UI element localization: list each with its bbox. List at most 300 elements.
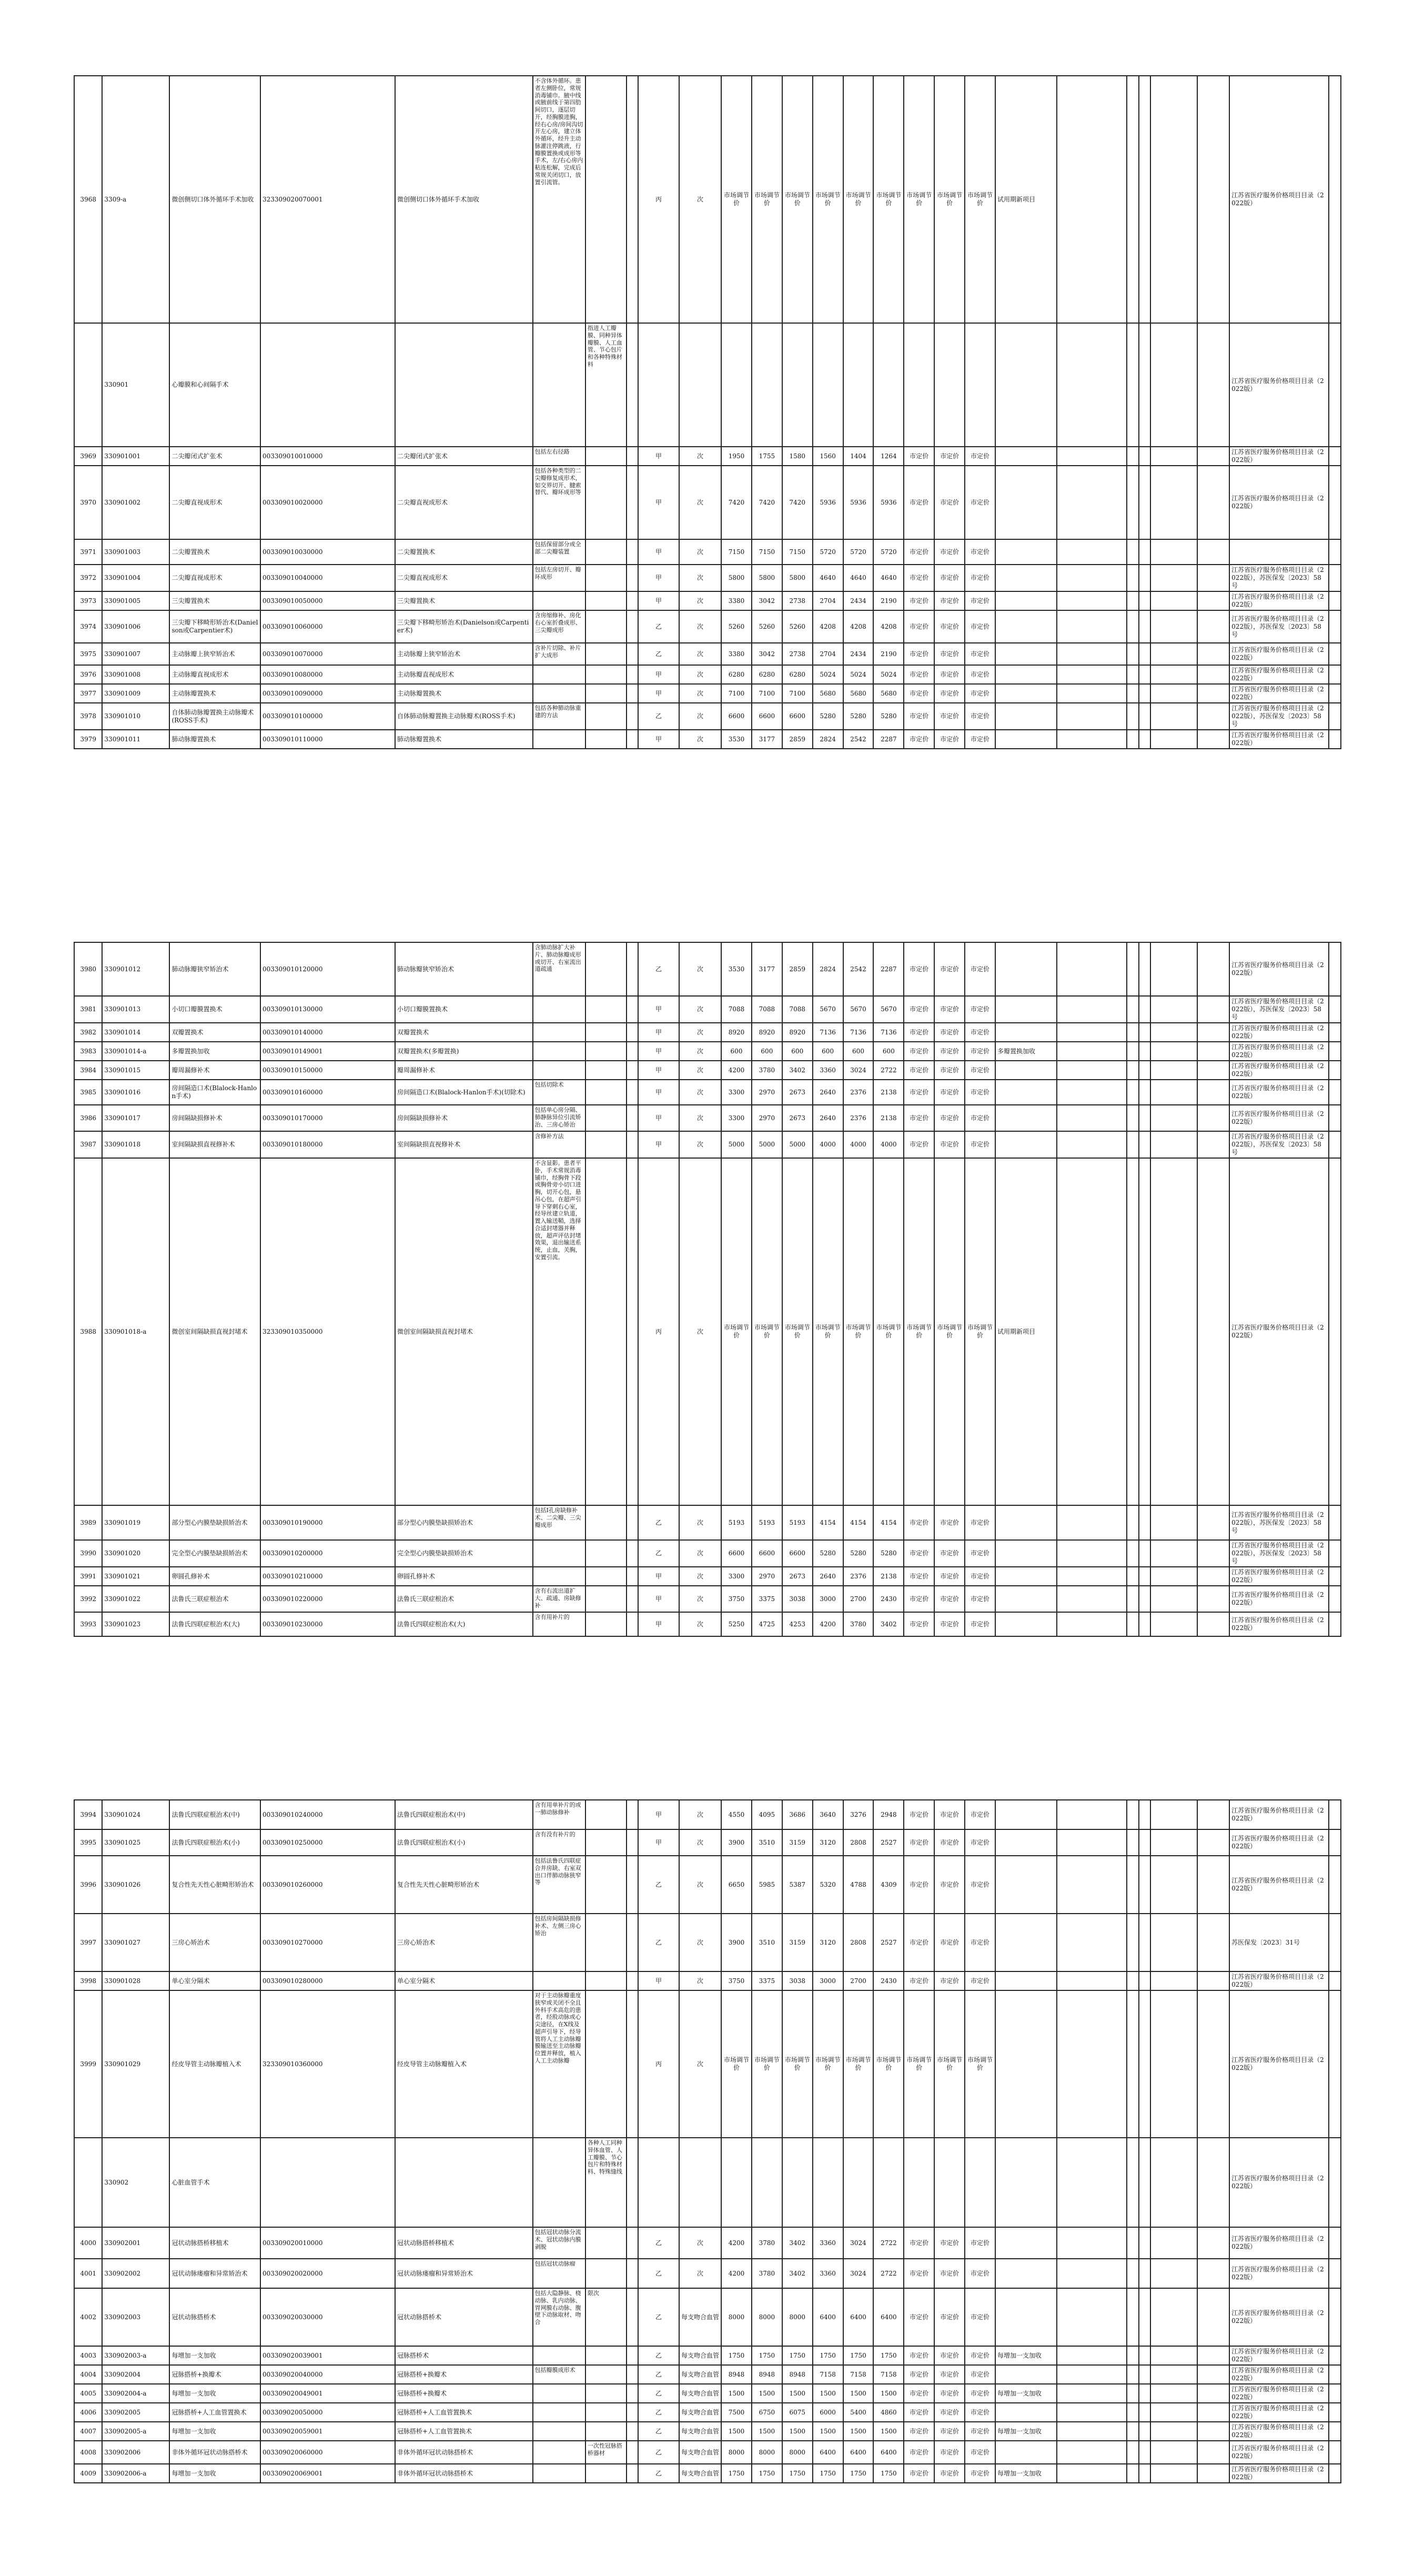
empty-cell — [627, 1023, 638, 1042]
row-price: 市定价 — [904, 2346, 934, 2365]
row-price: 市定价 — [965, 2346, 995, 2365]
row-price: 1750 — [752, 2346, 782, 2365]
empty-cell — [1057, 2138, 1127, 2227]
row-price: 市定价 — [965, 1505, 995, 1540]
empty-cell — [1127, 1612, 1138, 1636]
row-item-code: 003309010040000 — [260, 565, 395, 591]
row-seq: 3992 — [74, 1586, 102, 1612]
row-grade: 乙 — [638, 2464, 679, 2483]
row-price: 1264 — [873, 447, 904, 466]
row-price: 1560 — [813, 447, 843, 466]
row-price: 市定价 — [904, 684, 934, 703]
row-seq: 3972 — [74, 565, 102, 591]
empty-cell — [1150, 2288, 1197, 2346]
row-grade: 乙 — [638, 2259, 679, 2288]
row-price: 3042 — [752, 591, 782, 610]
row-unit: 次 — [679, 684, 721, 703]
row-price: 3510 — [752, 1829, 782, 1856]
row-price: 2376 — [843, 1080, 874, 1105]
row-price: 3042 — [752, 643, 782, 665]
row-unit: 每支吻合血管 — [679, 2288, 721, 2346]
row-note — [995, 2365, 1057, 2384]
empty-cell — [1139, 2227, 1150, 2259]
row-price: 4208 — [873, 610, 904, 643]
row-price: 2527 — [873, 1914, 904, 1971]
row-price: 市场调节价 — [782, 1990, 813, 2138]
row-price: 3177 — [752, 942, 782, 996]
row-unit — [679, 2138, 721, 2227]
row-price: 市场调节价 — [813, 76, 843, 323]
row-seq: 3976 — [74, 665, 102, 684]
row-content: 含有用补片的 — [533, 1612, 585, 1636]
row-item-name: 经皮导管主动脉瓣植入术 — [395, 1990, 533, 2138]
row-code: 330901002 — [102, 466, 169, 539]
row-price: 市定价 — [965, 1829, 995, 1856]
row-price: 市定价 — [934, 2422, 965, 2441]
empty-cell — [1329, 2422, 1341, 2441]
row-note — [995, 703, 1057, 730]
empty-cell — [1127, 76, 1138, 323]
empty-cell — [1127, 730, 1138, 749]
row-item-name: 复合性先天性心脏畸形矫治术 — [395, 1856, 533, 1914]
empty-cell — [1150, 1829, 1197, 1856]
table-row — [74, 2259, 1341, 2288]
row-code: 330902006 — [102, 2441, 169, 2464]
row-exclusion — [585, 1505, 627, 1540]
empty-cell — [627, 1105, 638, 1131]
empty-cell — [1197, 1914, 1229, 1971]
empty-cell — [1150, 2346, 1197, 2365]
row-note: 多瓣置换加收 — [995, 1042, 1057, 1061]
row-item-code: 003309020050000 — [260, 2403, 395, 2422]
row-item-code: 003309010050000 — [260, 591, 395, 610]
row-price: 市定价 — [965, 1612, 995, 1636]
empty-cell — [1139, 2365, 1150, 2384]
row-price: 市定价 — [965, 703, 995, 730]
empty-cell — [1127, 2365, 1138, 2384]
row-price: 4860 — [873, 2403, 904, 2422]
table-row — [74, 2384, 1341, 2403]
row-item-name: 房间隔缺损修补术 — [395, 1105, 533, 1131]
row-code: 330901011 — [102, 730, 169, 749]
row-item-name: 三房心矫治术 — [395, 1914, 533, 1971]
row-price: 市定价 — [965, 730, 995, 749]
row-price: 市定价 — [965, 539, 995, 565]
row-seq: 4003 — [74, 2346, 102, 2365]
row-price: 4154 — [873, 1505, 904, 1540]
empty-cell — [1150, 703, 1197, 730]
row-unit: 次 — [679, 996, 721, 1023]
row-item-code: 003309010020000 — [260, 466, 395, 539]
row-note — [995, 565, 1057, 591]
row-price — [721, 323, 752, 447]
empty-cell — [1150, 2403, 1197, 2422]
row-note: 试用期新项目 — [995, 76, 1057, 323]
row-price: 市定价 — [904, 2403, 934, 2422]
empty-cell — [1150, 323, 1197, 447]
row-seq: 4000 — [74, 2227, 102, 2259]
row-item-code: 003309020040000 — [260, 2365, 395, 2384]
row-grade: 乙 — [638, 1914, 679, 1971]
row-content: 含房缩修补、房化右心室折叠成形、三尖瓣成形 — [533, 610, 585, 643]
row-source: 江苏省医疗服务价格项目目录（2022版） — [1229, 2403, 1329, 2422]
empty-cell — [1329, 2288, 1341, 2346]
row-price: 2824 — [813, 730, 843, 749]
row-price: 市定价 — [904, 1971, 934, 1990]
row-price: 3300 — [721, 1105, 752, 1131]
row-price: 市定价 — [934, 1800, 965, 1829]
row-price: 市定价 — [934, 665, 965, 684]
empty-cell — [1057, 1061, 1127, 1080]
empty-cell — [1057, 2259, 1127, 2288]
row-price: 6400 — [843, 2288, 874, 2346]
row-price: 3038 — [782, 1971, 813, 1990]
empty-cell — [1127, 2422, 1138, 2441]
empty-cell — [1329, 1023, 1341, 1042]
row-unit: 次 — [679, 1105, 721, 1131]
row-name: 三房心矫治术 — [169, 1914, 260, 1971]
row-content: 包括房间隔缺损修补术、左侧三房心矫治 — [533, 1914, 585, 1971]
row-item-code: 003309020059001 — [260, 2422, 395, 2441]
empty-cell — [1139, 1856, 1150, 1914]
row-source: 江苏省医疗服务价格项目目录（2022版） — [1229, 2441, 1329, 2464]
empty-cell — [627, 1158, 638, 1505]
row-item-name: 冠状动脉搭桥术 — [395, 2288, 533, 2346]
row-note — [995, 1567, 1057, 1586]
empty-cell — [1329, 2403, 1341, 2422]
empty-cell — [1197, 703, 1229, 730]
row-price: 4253 — [782, 1612, 813, 1636]
row-source: 江苏省医疗服务价格项目目录（2022版） — [1229, 1080, 1329, 1105]
empty-cell — [1139, 2403, 1150, 2422]
row-unit: 次 — [679, 1042, 721, 1061]
empty-cell — [1197, 996, 1229, 1023]
row-exclusion — [585, 539, 627, 565]
empty-cell — [1127, 1990, 1138, 2138]
row-source: 江苏省医疗服务价格项目目录（2022版） — [1229, 730, 1329, 749]
row-item-name: 二尖瓣闭式扩张术 — [395, 447, 533, 466]
row-source: 江苏省医疗服务价格项目目录（2022版） — [1229, 1990, 1329, 2138]
row-note — [995, 1914, 1057, 1971]
row-price: 市定价 — [934, 996, 965, 1023]
empty-cell — [1127, 610, 1138, 643]
row-note — [995, 1612, 1057, 1636]
table-row — [74, 466, 1341, 539]
row-price — [934, 323, 965, 447]
row-item-code: 003309010010000 — [260, 447, 395, 466]
table-row — [74, 610, 1341, 643]
row-code: 330901028 — [102, 1971, 169, 1990]
row-content: 包括大隐静脉、桡动脉、乳内动脉、胃网膜右动脉、腹壁下动脉取材、吻合 — [533, 2288, 585, 2346]
row-note — [995, 1586, 1057, 1612]
row-price: 5000 — [752, 1131, 782, 1158]
row-item-code: 003309010270000 — [260, 1914, 395, 1971]
empty-cell — [1139, 591, 1150, 610]
row-item-name: 自体肺动脉瓣置换主动脉瓣术(ROSS手术) — [395, 703, 533, 730]
row-note: 每增加一支加收 — [995, 2384, 1057, 2403]
empty-cell — [627, 565, 638, 591]
row-seq: 4002 — [74, 2288, 102, 2346]
empty-cell — [1150, 1023, 1197, 1042]
row-content — [533, 684, 585, 703]
empty-cell — [1127, 1856, 1138, 1914]
row-price: 市定价 — [965, 2259, 995, 2288]
row-content — [533, 2422, 585, 2441]
row-price: 3780 — [752, 1061, 782, 1080]
row-price: 3380 — [721, 591, 752, 610]
row-price: 5670 — [813, 996, 843, 1023]
row-price: 5800 — [721, 565, 752, 591]
row-item-name: 二尖瓣直视成形术 — [395, 565, 533, 591]
empty-cell — [1057, 610, 1127, 643]
empty-cell — [1127, 1914, 1138, 1971]
row-name: 二尖瓣闭式扩张术 — [169, 447, 260, 466]
row-price: 2527 — [873, 1829, 904, 1856]
row-unit: 次 — [679, 1131, 721, 1158]
empty-cell — [1197, 1131, 1229, 1158]
row-price — [752, 2138, 782, 2227]
row-price: 1500 — [752, 2384, 782, 2403]
row-code: 330901020 — [102, 1540, 169, 1567]
row-grade: 甲 — [638, 539, 679, 565]
row-price — [873, 323, 904, 447]
row-name: 房间隔缺损修补术 — [169, 1105, 260, 1131]
row-price: 1500 — [843, 2422, 874, 2441]
row-code: 330902004 — [102, 2365, 169, 2384]
row-item-code: 003309010120000 — [260, 942, 395, 996]
row-code: 330901015 — [102, 1061, 169, 1080]
row-unit: 次 — [679, 591, 721, 610]
empty-cell — [627, 323, 638, 447]
row-price — [965, 2138, 995, 2227]
empty-cell — [627, 2464, 638, 2483]
row-code: 3309-a — [102, 76, 169, 323]
row-price: 6750 — [752, 2403, 782, 2422]
empty-cell — [627, 942, 638, 996]
row-price: 市定价 — [934, 2365, 965, 2384]
empty-cell — [1127, 1105, 1138, 1131]
empty-cell — [1150, 1586, 1197, 1612]
row-item-code: 003309010180000 — [260, 1131, 395, 1158]
row-price: 6600 — [752, 703, 782, 730]
row-price: 7420 — [752, 466, 782, 539]
row-price: 市定价 — [934, 565, 965, 591]
empty-cell — [1057, 2346, 1127, 2365]
row-price: 市定价 — [934, 2441, 965, 2464]
empty-cell — [1127, 2288, 1138, 2346]
row-note — [995, 1800, 1057, 1829]
empty-cell — [1150, 643, 1197, 665]
row-exclusion — [585, 2384, 627, 2403]
empty-cell — [1139, 2384, 1150, 2403]
row-item-code: 003309010210000 — [260, 1567, 395, 1586]
row-seq: 3985 — [74, 1080, 102, 1105]
empty-cell — [1150, 2227, 1197, 2259]
row-price: 3402 — [782, 1061, 813, 1080]
empty-cell — [1127, 2464, 1138, 2483]
empty-cell — [1127, 1131, 1138, 1158]
empty-cell — [1127, 1158, 1138, 1505]
empty-cell — [1127, 996, 1138, 1023]
empty-cell — [1127, 1829, 1138, 1856]
row-price — [904, 2138, 934, 2227]
row-price: 1500 — [721, 2422, 752, 2441]
row-price: 600 — [782, 1042, 813, 1061]
row-name: 经皮导管主动脉瓣植入术 — [169, 1990, 260, 2138]
row-grade — [638, 323, 679, 447]
empty-cell — [1057, 1131, 1127, 1158]
row-exclusion — [585, 2227, 627, 2259]
empty-cell — [1150, 2259, 1197, 2288]
row-price — [782, 2138, 813, 2227]
empty-cell — [1139, 565, 1150, 591]
row-price: 市定价 — [934, 1080, 965, 1105]
row-price: 市场调节价 — [721, 1158, 752, 1505]
row-price: 2738 — [782, 591, 813, 610]
row-price: 市定价 — [934, 684, 965, 703]
table-row — [74, 1061, 1341, 1080]
table-row — [74, 1131, 1341, 1158]
price-table-page-2 — [74, 942, 1341, 1637]
empty-cell — [1329, 1914, 1341, 1971]
row-price: 市定价 — [934, 1023, 965, 1042]
table-row — [74, 2227, 1341, 2259]
empty-cell — [1139, 1505, 1150, 1540]
row-content: 含补片切除、补片扩大成形 — [533, 643, 585, 665]
empty-cell — [1139, 2259, 1150, 2288]
empty-cell — [1127, 1042, 1138, 1061]
row-name: 法鲁氏四联症根治术(大) — [169, 1612, 260, 1636]
row-price: 3375 — [752, 1586, 782, 1612]
row-item-name: 冠脉搭桥+人工血管置换术 — [395, 2403, 533, 2422]
row-item-code: 003309020049001 — [260, 2384, 395, 2403]
empty-cell — [1127, 1023, 1138, 1042]
row-name: 单心室分隔术 — [169, 1971, 260, 1990]
row-content — [533, 665, 585, 684]
empty-cell — [1329, 1505, 1341, 1540]
row-price: 1500 — [813, 2384, 843, 2403]
table-row — [74, 2365, 1341, 2384]
row-seq: 3995 — [74, 1829, 102, 1856]
row-price: 市场调节价 — [813, 1158, 843, 1505]
empty-cell — [1139, 1540, 1150, 1567]
row-grade: 甲 — [638, 466, 679, 539]
row-exclusion — [585, 643, 627, 665]
row-price: 2722 — [873, 2227, 904, 2259]
row-price: 市定价 — [904, 1856, 934, 1914]
row-price: 5720 — [843, 539, 874, 565]
row-price: 市定价 — [965, 2227, 995, 2259]
row-price: 6280 — [782, 665, 813, 684]
row-price: 市定价 — [934, 643, 965, 665]
row-price: 市定价 — [965, 1042, 995, 1061]
row-price: 4550 — [721, 1800, 752, 1829]
row-price: 2704 — [813, 591, 843, 610]
empty-cell — [1150, 2441, 1197, 2464]
row-price: 3530 — [721, 942, 752, 996]
row-source: 江苏省医疗服务价格项目目录（2022版） — [1229, 1023, 1329, 1042]
row-exclusion — [585, 942, 627, 996]
row-unit: 每支吻合血管 — [679, 2403, 721, 2422]
empty-cell — [627, 2384, 638, 2403]
empty-cell — [1127, 447, 1138, 466]
row-note — [995, 610, 1057, 643]
row-code: 330902005 — [102, 2403, 169, 2422]
row-price: 市场调节价 — [782, 76, 813, 323]
table-row — [74, 1612, 1341, 1636]
empty-cell — [1057, 1158, 1127, 1505]
row-price: 市定价 — [965, 1800, 995, 1829]
empty-cell — [1057, 1567, 1127, 1586]
empty-cell — [1057, 942, 1127, 996]
row-name: 冠状动脉搭桥术 — [169, 2288, 260, 2346]
row-code: 330901029 — [102, 1990, 169, 2138]
row-code: 330901027 — [102, 1914, 169, 1971]
row-content — [533, 730, 585, 749]
row-item-code: 003309010260000 — [260, 1856, 395, 1914]
row-price: 3402 — [782, 2227, 813, 2259]
row-grade: 甲 — [638, 1586, 679, 1612]
row-unit: 次 — [679, 665, 721, 684]
row-grade: 甲 — [638, 996, 679, 1023]
empty-cell — [1329, 942, 1341, 996]
row-grade: 乙 — [638, 2384, 679, 2403]
row-name: 心瓣膜和心间隔手术 — [169, 323, 260, 447]
empty-cell — [627, 466, 638, 539]
row-price: 市定价 — [904, 1612, 934, 1636]
row-exclusion — [585, 1971, 627, 1990]
empty-cell — [1329, 1829, 1341, 1856]
row-note — [995, 1061, 1057, 1080]
row-name: 小切口瓣膜置换术 — [169, 996, 260, 1023]
row-price: 1750 — [843, 2464, 874, 2483]
row-price: 600 — [813, 1042, 843, 1061]
row-item-code: 003309010149001 — [260, 1042, 395, 1061]
row-grade: 甲 — [638, 1023, 679, 1042]
row-price: 3402 — [873, 1612, 904, 1636]
row-price: 1500 — [721, 2384, 752, 2403]
empty-cell — [1197, 1567, 1229, 1586]
row-grade: 甲 — [638, 665, 679, 684]
row-source: 江苏省医疗服务价格项目目录（2022版），苏医保发〔2023〕58号 — [1229, 996, 1329, 1023]
empty-cell — [1127, 2259, 1138, 2288]
row-note — [995, 2138, 1057, 2227]
empty-cell — [1197, 730, 1229, 749]
row-unit: 每支吻合血管 — [679, 2365, 721, 2384]
row-price: 市定价 — [965, 2464, 995, 2483]
empty-cell — [627, 1971, 638, 1990]
row-price: 1580 — [782, 447, 813, 466]
row-price: 2700 — [843, 1971, 874, 1990]
table-row — [74, 665, 1341, 684]
row-content: 含有右流出道扩大、疏通、房缺修补 — [533, 1586, 585, 1612]
row-price: 市定价 — [904, 1914, 934, 1971]
row-source: 江苏省医疗服务价格项目目录（2022版） — [1229, 1061, 1329, 1080]
row-name: 每增加一支加收 — [169, 2464, 260, 2483]
row-price: 市场调节价 — [904, 1990, 934, 2138]
row-source: 江苏省医疗服务价格项目目录（2022版） — [1229, 1856, 1329, 1914]
empty-cell — [1329, 591, 1341, 610]
row-item-code: 003309010200000 — [260, 1540, 395, 1567]
row-price: 4208 — [843, 610, 874, 643]
row-price: 市场调节价 — [721, 1990, 752, 2138]
row-price: 市定价 — [904, 1586, 934, 1612]
row-price: 市定价 — [965, 665, 995, 684]
row-item-code: 003309010230000 — [260, 1612, 395, 1636]
empty-cell — [1139, 1914, 1150, 1971]
empty-cell — [1057, 447, 1127, 466]
row-grade: 甲 — [638, 591, 679, 610]
